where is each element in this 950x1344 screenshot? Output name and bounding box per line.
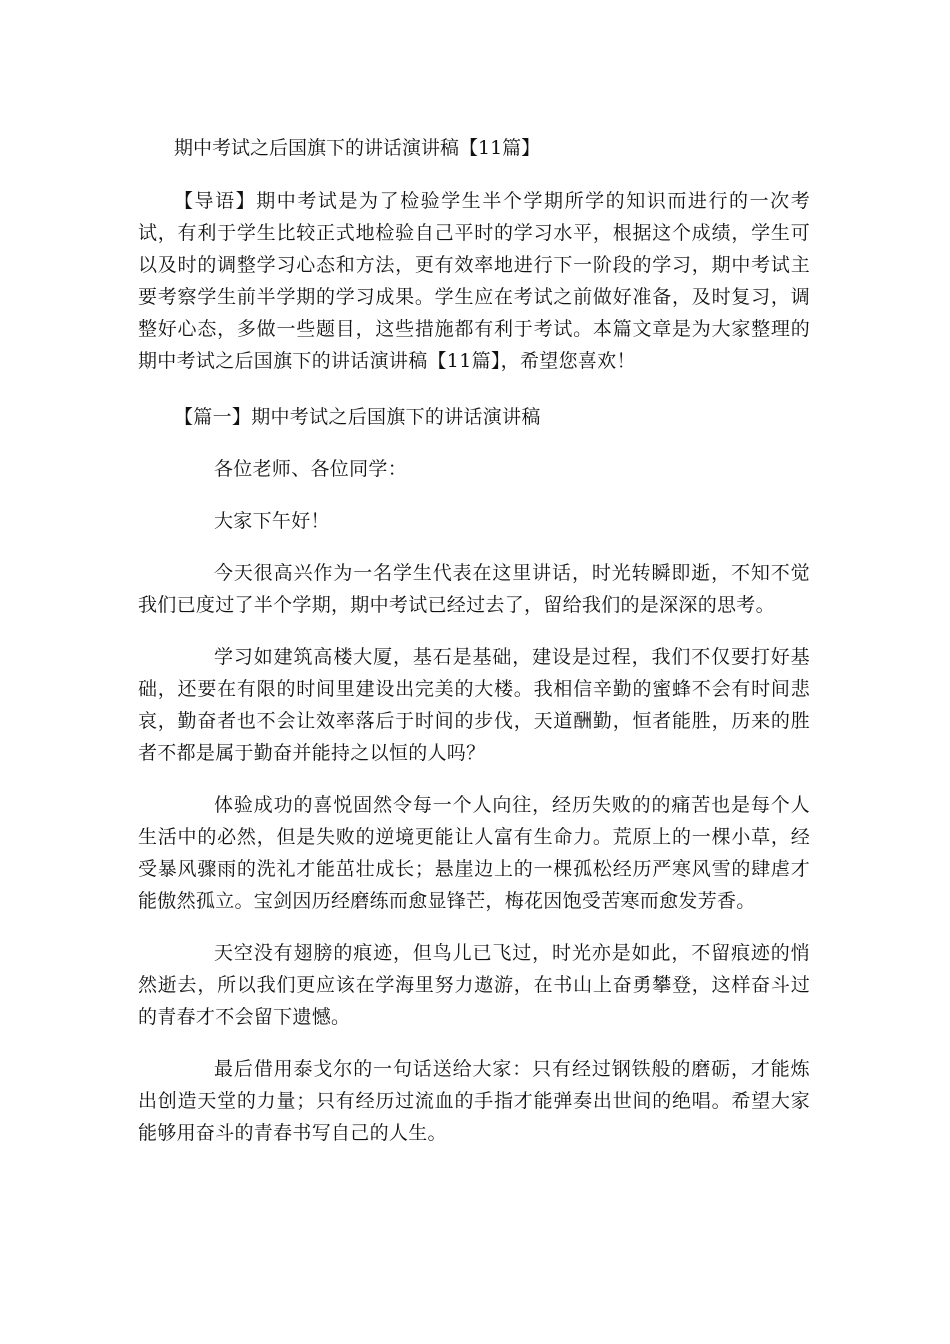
document-title: 期中考试之后国旗下的讲话演讲稿【11篇】 xyxy=(174,137,541,159)
body-paragraph: 今天很高兴作为一名学生代表在这里讲话，时光转瞬即逝，不知不觉我们已度过了半个学期，期中考试已经过去了，留给我们的是深深的思考。 xyxy=(138,562,810,616)
document-page xyxy=(138,128,810,1149)
section-heading: 【篇一】期中考试之后国旗下的讲话演讲稿 xyxy=(174,406,541,428)
intro-paragraph: 【导语】期中考试是为了检验学生半个学期所学的知识而进行的一次考试，有利于学生比较正式地检验自己平时的学习水平，根据这个成绩，学生可以及时的调整学习心态和方法，更有效率地进行下一阶段的学习，期中考试主要考察学生前半学期的学习成果。学生应在考试之前做好准备，及时复习，调整好心态，多做一些题目，这些措施都有利于考试。本篇文章是为大家整理的期中考试之后国旗下的讲话演讲稿【11篇】，希望您喜欢！ xyxy=(138,190,810,372)
body-paragraph: 体验成功的喜悦固然令每一个人向往，经历失败的的痛苦也是每个人生活中的必然，但是失败的逆境更能让人富有生命力。荒原上的一棵小草，经受暴风骤雨的洗礼才能茁壮成长；悬崖边上的一棵孤松经历严寒风雪的肆虐才能傲然孤立。宝剑因历经磨练而愈显锋芒，梅花因饱受苦寒而愈发芳香。 xyxy=(138,794,810,912)
greeting: 大家下午好！ xyxy=(214,510,330,532)
salutation: 各位老师、各位同学： xyxy=(214,458,408,480)
body-paragraph: 学习如建筑高楼大厦，基石是基础，建设是过程，我们不仅要打好基础，还要在有限的时间里建设出完美的大楼。我相信辛勤的蜜蜂不会有时间悲哀，勤奋者也不会让效率落后于时间的步伐，天道酬勤，恒者能胜，历来的胜者不都是属于勤奋并能持之以恒的人吗？ xyxy=(138,646,810,764)
body-paragraph: 最后借用泰戈尔的一句话送给大家：只有经过钢铁般的磨砺，才能炼出创造天堂的力量；只有经历过流血的手指才能弹奏出世间的绝唱。希望大家能够用奋斗的青春书写自己的人生。 xyxy=(138,1058,810,1144)
body-paragraph: 天空没有翅膀的痕迹，但鸟儿已飞过，时光亦是如此，不留痕迹的悄然逝去，所以我们更应该在学海里努力遨游，在书山上奋勇攀登，这样奋斗过的青春才不会留下遗憾。 xyxy=(138,942,810,1028)
